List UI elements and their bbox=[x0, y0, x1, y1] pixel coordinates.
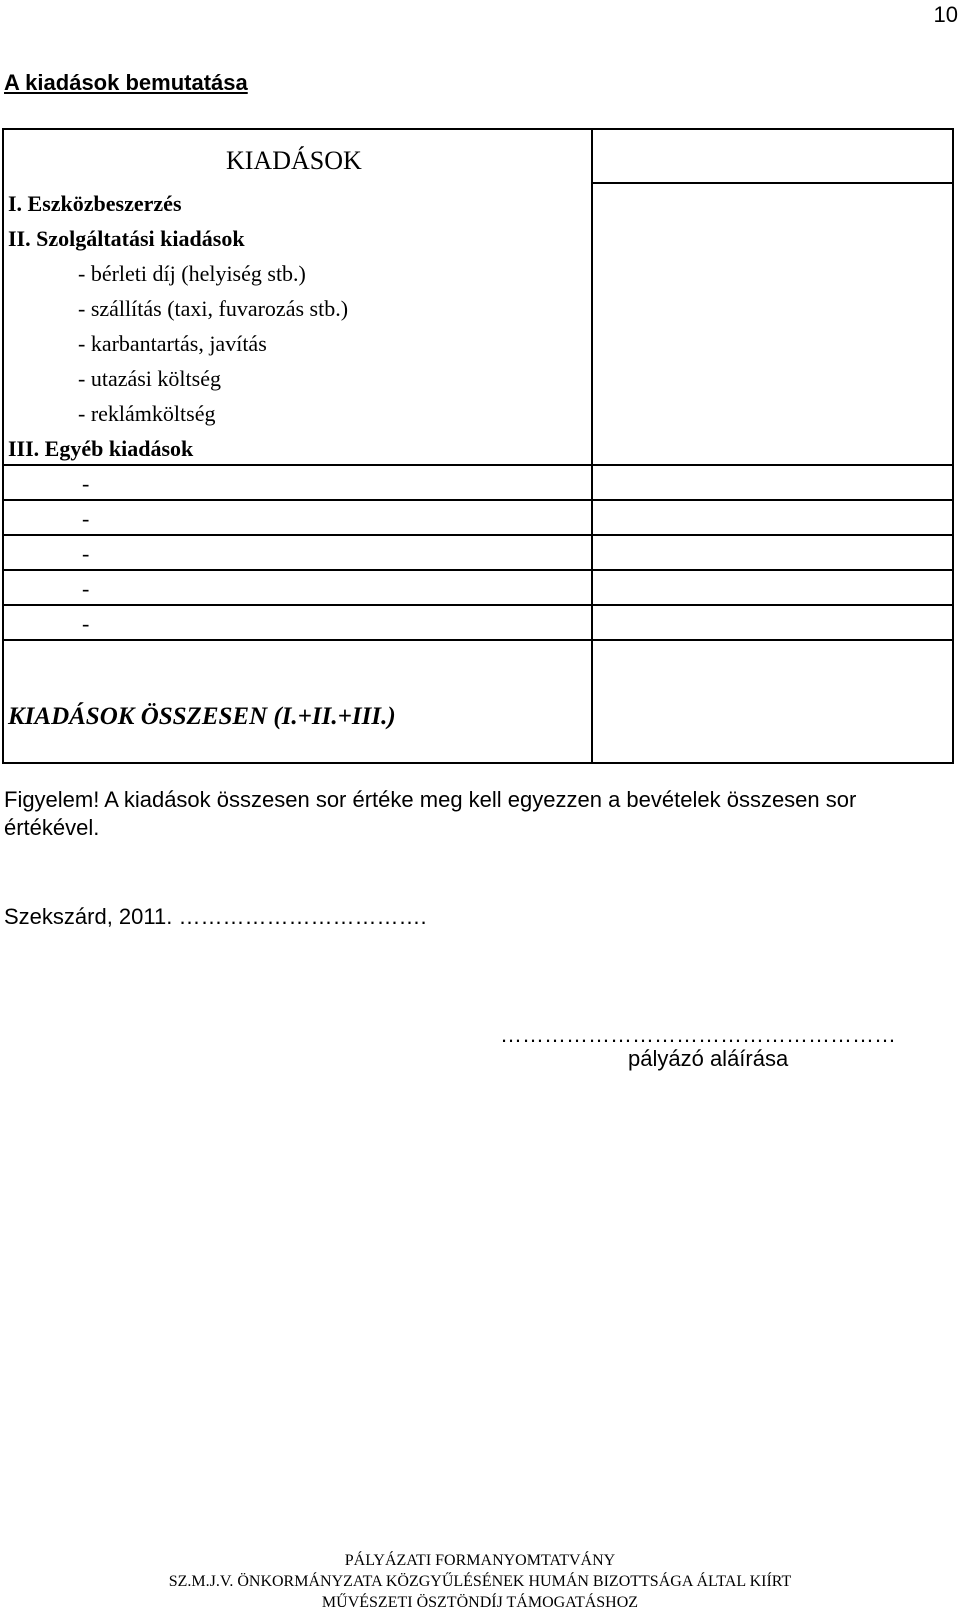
row-divider bbox=[4, 639, 952, 641]
expenses-table bbox=[2, 128, 954, 764]
table-row-label: - bbox=[82, 541, 90, 566]
section-title: A kiadások bemutatása bbox=[4, 70, 248, 95]
signature-line: ……………………………………………… bbox=[500, 1022, 896, 1047]
footer-line: PÁLYÁZATI FORMANYOMTATVÁNY bbox=[344, 1552, 616, 1569]
footer-line: MŰVÉSZETI ÖSZTÖNDÍJ TÁMOGATÁSHOZ bbox=[321, 1594, 639, 1611]
table-row-label: - szállítás (taxi, fuvarozás stb.) bbox=[78, 296, 349, 321]
table-row-label: - reklámköltség bbox=[78, 401, 216, 426]
table-row-label: III. Egyéb kiadások bbox=[8, 436, 194, 461]
warning-note: Figyelem! A kiadások összesen sor értéke meg kell egyezzen a bevételek összesen sor értékével. bbox=[4, 787, 857, 840]
table-row-label: - utazási költség bbox=[78, 366, 221, 391]
total-row-label: KIADÁSOK ÖSSZESEN (I.+II.+III.) bbox=[8, 703, 396, 730]
table-row-label: I. Eszközbeszerzés bbox=[8, 191, 182, 216]
table-row-label: - bbox=[82, 576, 90, 601]
table-row-label: - bérleti díj (helyiség stb.) bbox=[78, 261, 306, 286]
table-row-label: - bbox=[82, 471, 90, 496]
table-row-label: - karbantartás, javítás bbox=[78, 331, 267, 356]
row-divider bbox=[4, 464, 952, 466]
page-footer bbox=[0, 1550, 960, 1613]
table-row-label: II. Szolgáltatási kiadások bbox=[8, 226, 245, 251]
footer-line: SZ.M.J.V. ÖNKORMÁNYZATA KÖZGYŰLÉSÉNEK HUMÁN BIZOTTSÁGA ÁLTAL KIÍRT bbox=[168, 1573, 792, 1590]
row-divider bbox=[593, 182, 952, 184]
table-heading: KIADÁSOK bbox=[226, 146, 362, 175]
row-divider bbox=[4, 569, 952, 571]
place-date: Szekszárd, 2011. ……………………………. bbox=[4, 904, 427, 929]
row-divider bbox=[4, 604, 952, 606]
column-divider bbox=[591, 130, 593, 762]
signature-label: pályázó aláírása bbox=[628, 1046, 789, 1071]
table-row-label: - bbox=[82, 611, 90, 636]
table-row-label: - bbox=[82, 506, 90, 531]
row-divider bbox=[4, 534, 952, 536]
row-divider bbox=[4, 499, 952, 501]
page-number: 10 bbox=[933, 2, 958, 27]
